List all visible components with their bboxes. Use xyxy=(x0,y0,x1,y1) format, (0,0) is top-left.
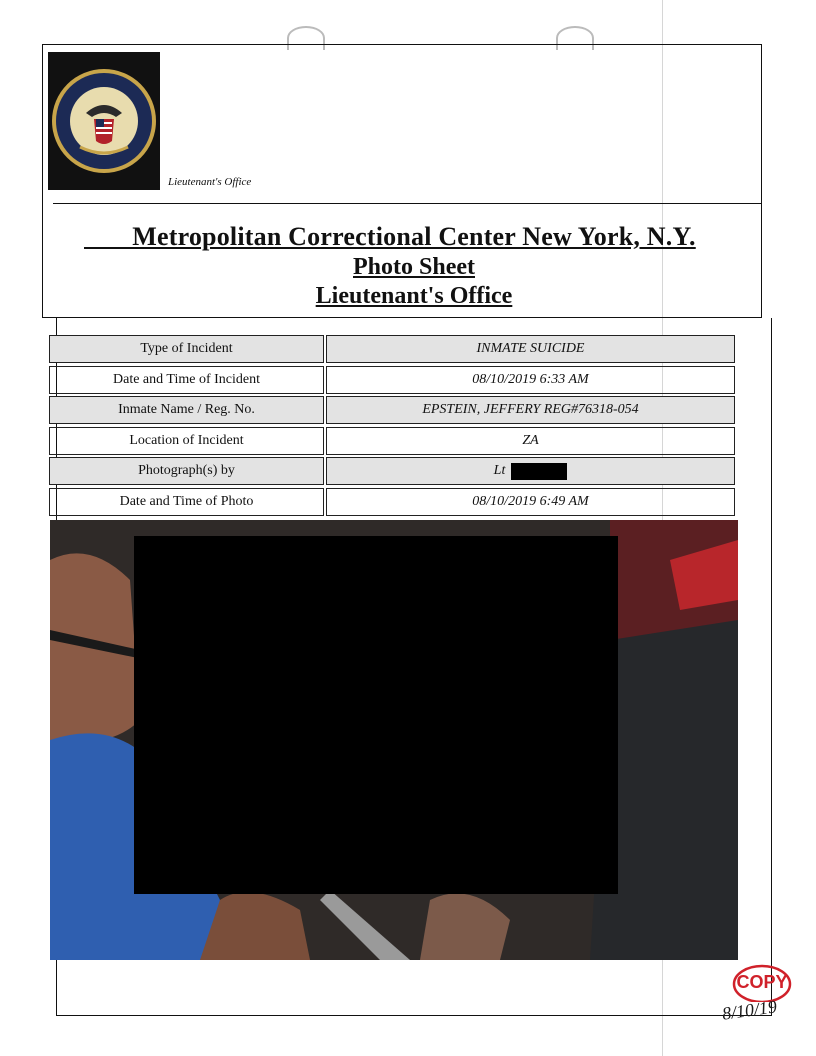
table-row xyxy=(48,426,736,457)
row-value: ZA xyxy=(326,427,735,455)
table-row xyxy=(48,456,736,487)
office-title: Lieutenant's Office xyxy=(315,283,513,309)
row-label: Location of Incident xyxy=(49,427,324,455)
table-row xyxy=(48,395,736,426)
table-row xyxy=(48,487,736,518)
row-label: Type of Incident xyxy=(49,335,324,363)
title-block xyxy=(84,222,744,310)
redaction-bar xyxy=(511,463,567,480)
office-label: Lieutenant's Office xyxy=(168,176,252,188)
row-value: 08/10/2019 6:33 AM xyxy=(326,366,735,394)
photographer-prefix: Lt xyxy=(493,463,506,478)
row-value: INMATE SUICIDE xyxy=(326,335,735,363)
row-label: Inmate Name / Reg. No. xyxy=(49,396,324,424)
photo-redaction xyxy=(134,536,618,894)
row-label: Photograph(s) by xyxy=(49,457,324,485)
copy-stamp-text: COPY xyxy=(736,972,788,992)
row-value xyxy=(326,457,735,485)
incident-info-table xyxy=(48,334,736,517)
handwritten-date: 8/10/19 xyxy=(720,996,779,1024)
doj-bop-seal xyxy=(48,52,160,190)
row-label: Date and Time of Incident xyxy=(49,366,324,394)
facility-title: Metropolitan Correctional Center New York, N.Y. xyxy=(84,222,744,252)
table-row xyxy=(48,334,736,365)
seal-icon xyxy=(50,67,158,175)
row-value: EPSTEIN, JEFFERY REG#76318-054 xyxy=(326,396,735,424)
row-value: 08/10/2019 6:49 AM xyxy=(326,488,735,516)
header-divider xyxy=(53,203,761,204)
row-label: Date and Time of Photo xyxy=(49,488,324,516)
table-row xyxy=(48,365,736,396)
copy-stamp xyxy=(731,962,793,1002)
sheet-title: Photo Sheet xyxy=(353,254,475,280)
